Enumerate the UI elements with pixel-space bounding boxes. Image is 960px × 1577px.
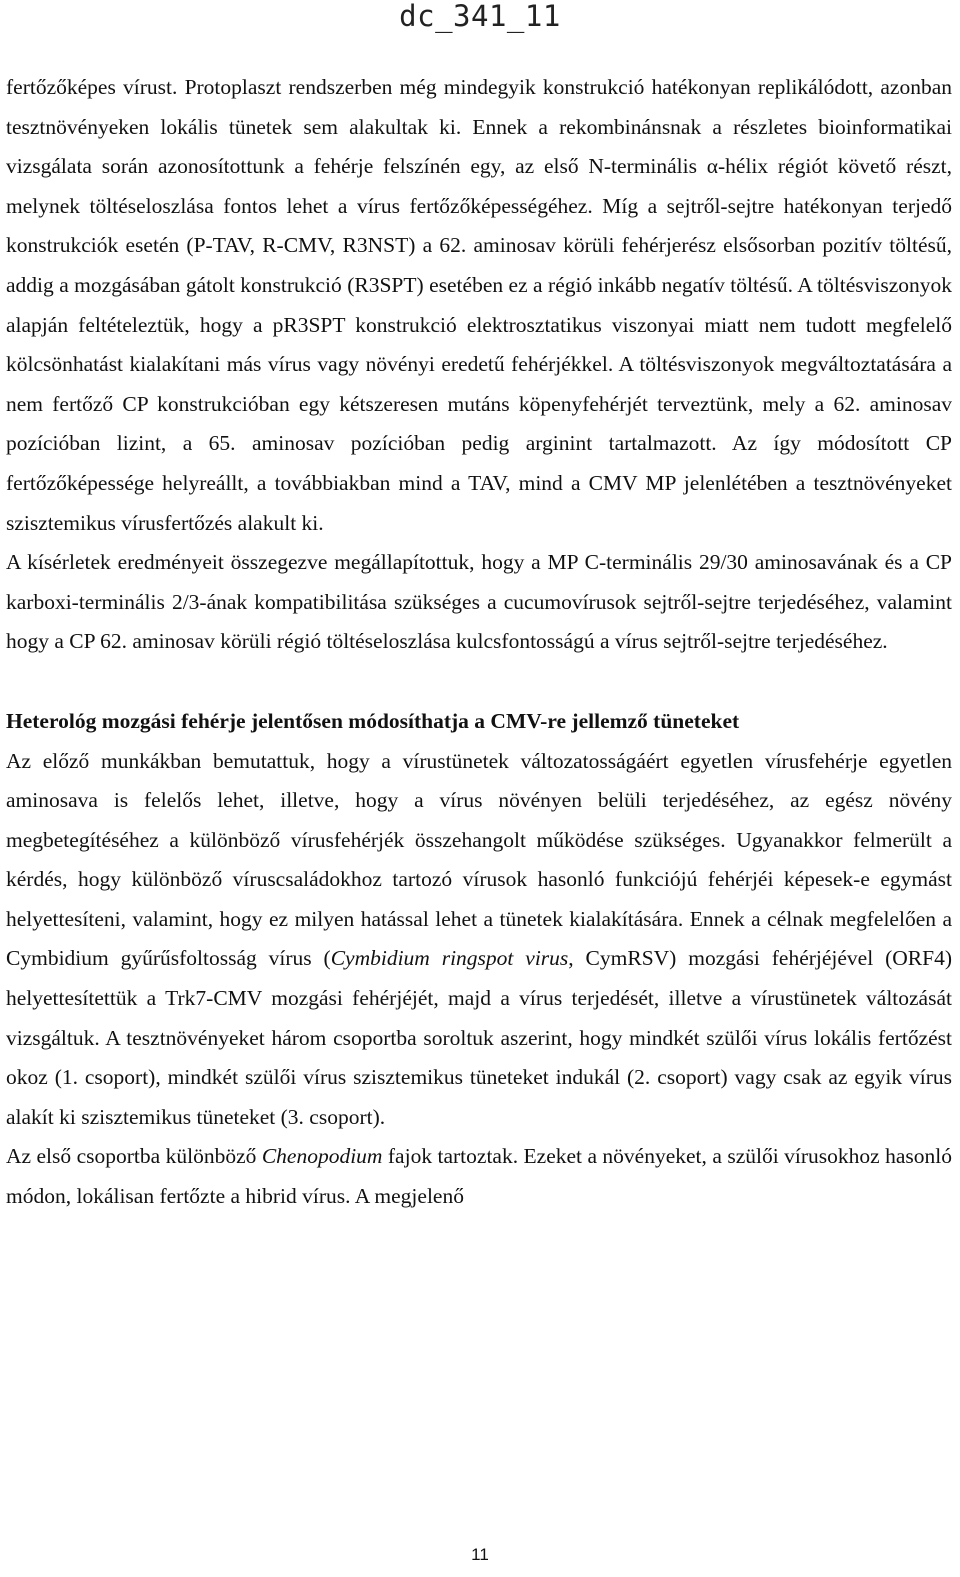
paragraph-text: Az előző munkákban bemutattuk, hogy a vírustünetek változatosságáért egyetlen vírusfehérje egyetlen aminosava is felelős lehet, illetve, hogy a vírus növényen belüli terjedéséhez, az egész növény megbetegítéséhez a különböző vírusfehérjék összehangolt működése szükséges. Ugyanakkor felmerült a kérdés, hogy különböző víruscsaládokhoz tartozó vírusok hasonló funkciójú fehérjéi képesek-e egymást helyettesíteni, valamint, hogy ez milyen hatással lehet a tünetek kialakítására. Ennek a célnak megfelelően a Cymbidium gyűrűsfoltosság vírus ( [6,748,952,971]
paragraph-text: , CymRSV) mozgási fehérjéjével (ORF4) helyettesítettük a Trk7-CMV mozgási fehérjéjét, majd a vírus terjedését, illetve a vírustünetek változását vizsgáltuk. A tesztnövényeket három csoportba soroltuk aszerint, hogy mindkét szülői vírus lokális fertőzést okoz (1. csoport), mindkét szülői vírus szisztemikus tüneteket indukál (2. csoport) vagy csak az egyik vírus alakít ki szisztemikus tüneteket (3. csoport). [6,946,952,1129]
page-number: 11 [471,1545,489,1564]
species-name-italic: Cymbidium ringspot virus [330,946,569,971]
paragraph-text: fajok tartoztak. Ezeket a növényeket, a szülői vírusokhoz hasonló módon, lokálisan fertőzte a hibrid vírus. A megjelenő [6,1144,952,1209]
section-gap [6,662,952,702]
paragraph-charge-distribution: fertőzőképes vírust. Protoplaszt rendszerben még mindegyik konstrukció hatékonyan replikálódott, azonban tesztnövényeken lokális tünetek sem alakultak ki. Ennek a rekombinánsnak a részletes bioinformatikai vizsgálata során azonosítottunk a fehérje felszínén egy, az első N-terminális α-hélix régiót követő részt, melynek töltéseloszlása fontos lehet a vírus fertőzőképességéhez. Míg a sejtről-sejtre hatékonyan terjedő konstrukciók esetén (P-TAV, R-CMV, R3NST) a 62. aminosav körüli fehérjerész elsősorban pozitív töltésű, addig a mozgásában gátolt konstrukció (R3SPT) esetében ez a régió inkább negatív töltésű. A töltésviszonyok alapján feltételeztük, hogy a pR3SPT konstrukció elektrosztatikus viszonyai miatt nem tudott megfelelő kölcsönhatást kialakítani más vírus vagy növényi eredetű fehérjékkel. A töltésviszonyok megváltoztatására a nem fertőző CP konstrukcióban egy kétszeresen mutáns köpenyfehérjét terveztünk, mely a 62. aminosav pozícióban lizint, a 65. aminosav pozícióban pedig arginint tartalmazott. Az így módosított CP fertőzőképessége helyreállt, a továbbiakban mind a TAV, mind a CMV MP jelenlétében a tesztnövényeket szisztemikus vírusfertőzés alakult ki. [6,75,952,535]
paragraph-heterologous-mp [6,742,952,1138]
paragraph-first-group [6,1137,952,1216]
paragraph-text: Az első csoportba különböző [6,1144,262,1169]
paragraph-summary: A kísérletek eredményeit összegezve megállapítottuk, hogy a MP C-terminális 29/30 aminosavának és a CP karboxi-terminális 2/3-ának kompatibilitása szükséges a cucumovírusok sejtről-sejtre terjedéséhez, valamint hogy a CP 62. aminosav körüli régió töltéseloszlása kulcsfontosságú a vírus sejtről-sejtre terjedéséhez. [6,550,952,654]
section-heading: Heterológ mozgási fehérje jelentősen módosíthatja a CMV-re jellemző tüneteket [6,708,740,733]
document-id-header: dc_341_11 [399,0,561,33]
document-body [6,68,952,1217]
genus-name-italic: Chenopodium [261,1144,383,1169]
